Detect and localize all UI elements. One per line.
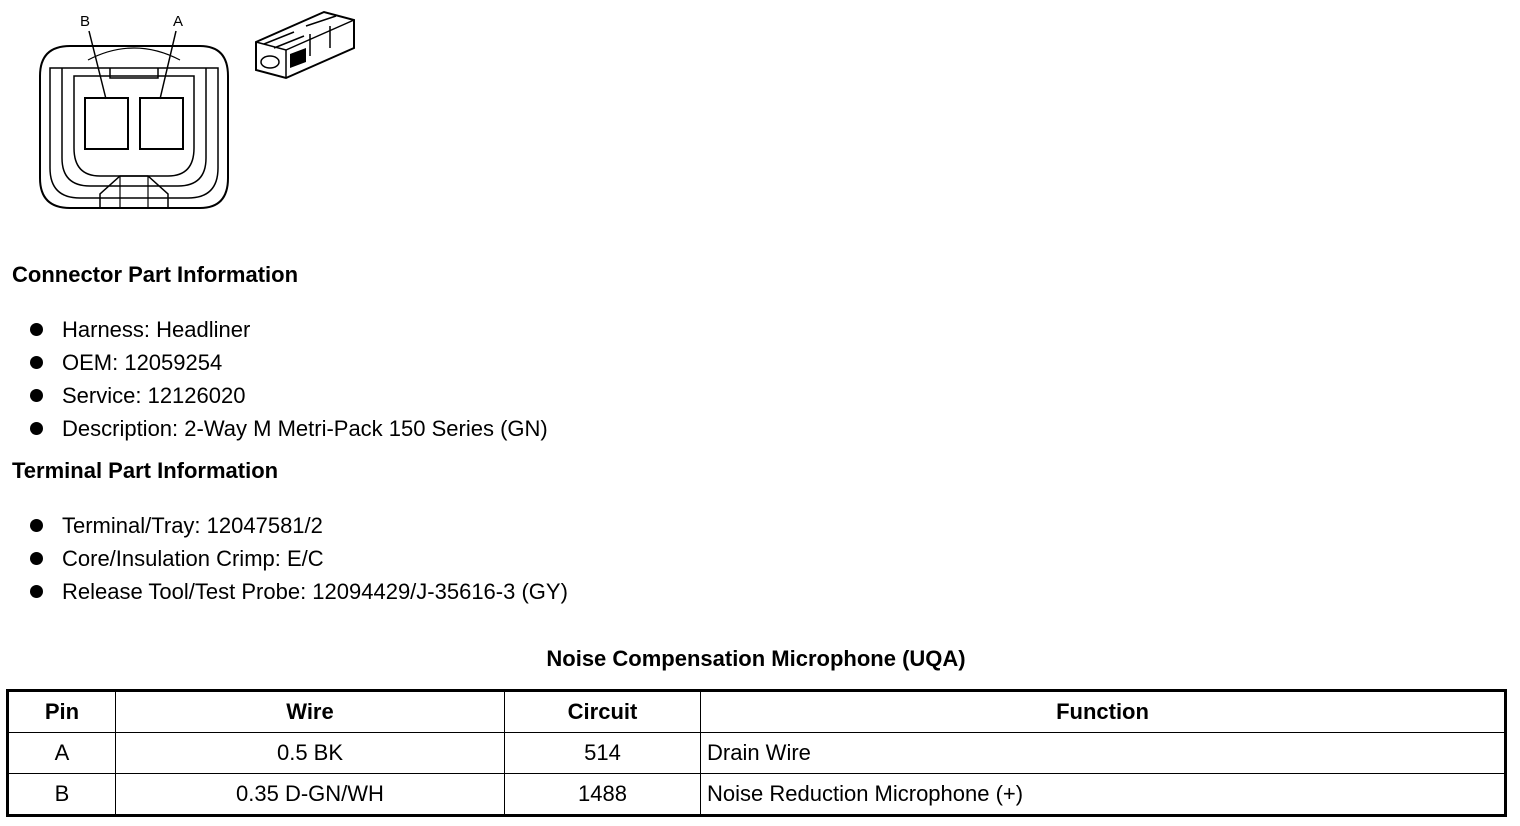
cell-pin: B (8, 774, 116, 816)
bullet-icon (30, 323, 43, 336)
bullet-icon (30, 585, 43, 598)
terminal-cavity-a (140, 98, 183, 149)
bullet-icon (30, 552, 43, 565)
connector-info-list (28, 313, 548, 445)
bullet-icon (30, 422, 43, 435)
terminal-info-title: Terminal Part Information (12, 458, 279, 483)
connector-info-title: Connector Part Information (12, 262, 299, 287)
list-item: Release Tool/Test Probe: 12094429/J-35616-3 (GY) (28, 575, 568, 608)
terminal-info-list (28, 509, 568, 608)
cell-wire: 0.35 D-GN/WH (116, 774, 505, 816)
header-circuit: Circuit (505, 691, 701, 733)
table-header-row (8, 691, 1506, 733)
list-item: Core/Insulation Crimp: E/C (28, 542, 568, 575)
cell-function: Noise Reduction Microphone (+) (701, 774, 1506, 816)
table-row (8, 774, 1506, 816)
bullet-icon (30, 519, 43, 532)
cell-pin: A (8, 733, 116, 774)
pinout-table (6, 689, 1507, 817)
header-function: Function (701, 691, 1506, 733)
cell-wire: 0.5 BK (116, 733, 505, 774)
pin-label-b: B (79, 13, 91, 30)
table-row (8, 733, 1506, 774)
connector-face-diagram (30, 8, 270, 218)
bullet-icon (30, 356, 43, 369)
bullet-icon (30, 389, 43, 402)
list-item: Description: 2-Way M Metri-Pack 150 Series (GN) (28, 412, 548, 445)
list-item: OEM: 12059254 (28, 346, 548, 379)
terminal-cavity-b (85, 98, 128, 149)
header-pin: Pin (8, 691, 116, 733)
connector-plug-illustration (250, 4, 360, 88)
cell-circuit: 514 (505, 733, 701, 774)
list-item: Service: 12126020 (28, 379, 548, 412)
header-wire: Wire (116, 691, 505, 733)
list-item: Terminal/Tray: 12047581/2 (28, 509, 568, 542)
cell-function: Drain Wire (701, 733, 1506, 774)
table-title: Noise Compensation Microphone (UQA) (546, 646, 966, 671)
cell-circuit: 1488 (505, 774, 701, 816)
list-item: Harness: Headliner (28, 313, 548, 346)
pin-label-a: A (172, 13, 184, 30)
